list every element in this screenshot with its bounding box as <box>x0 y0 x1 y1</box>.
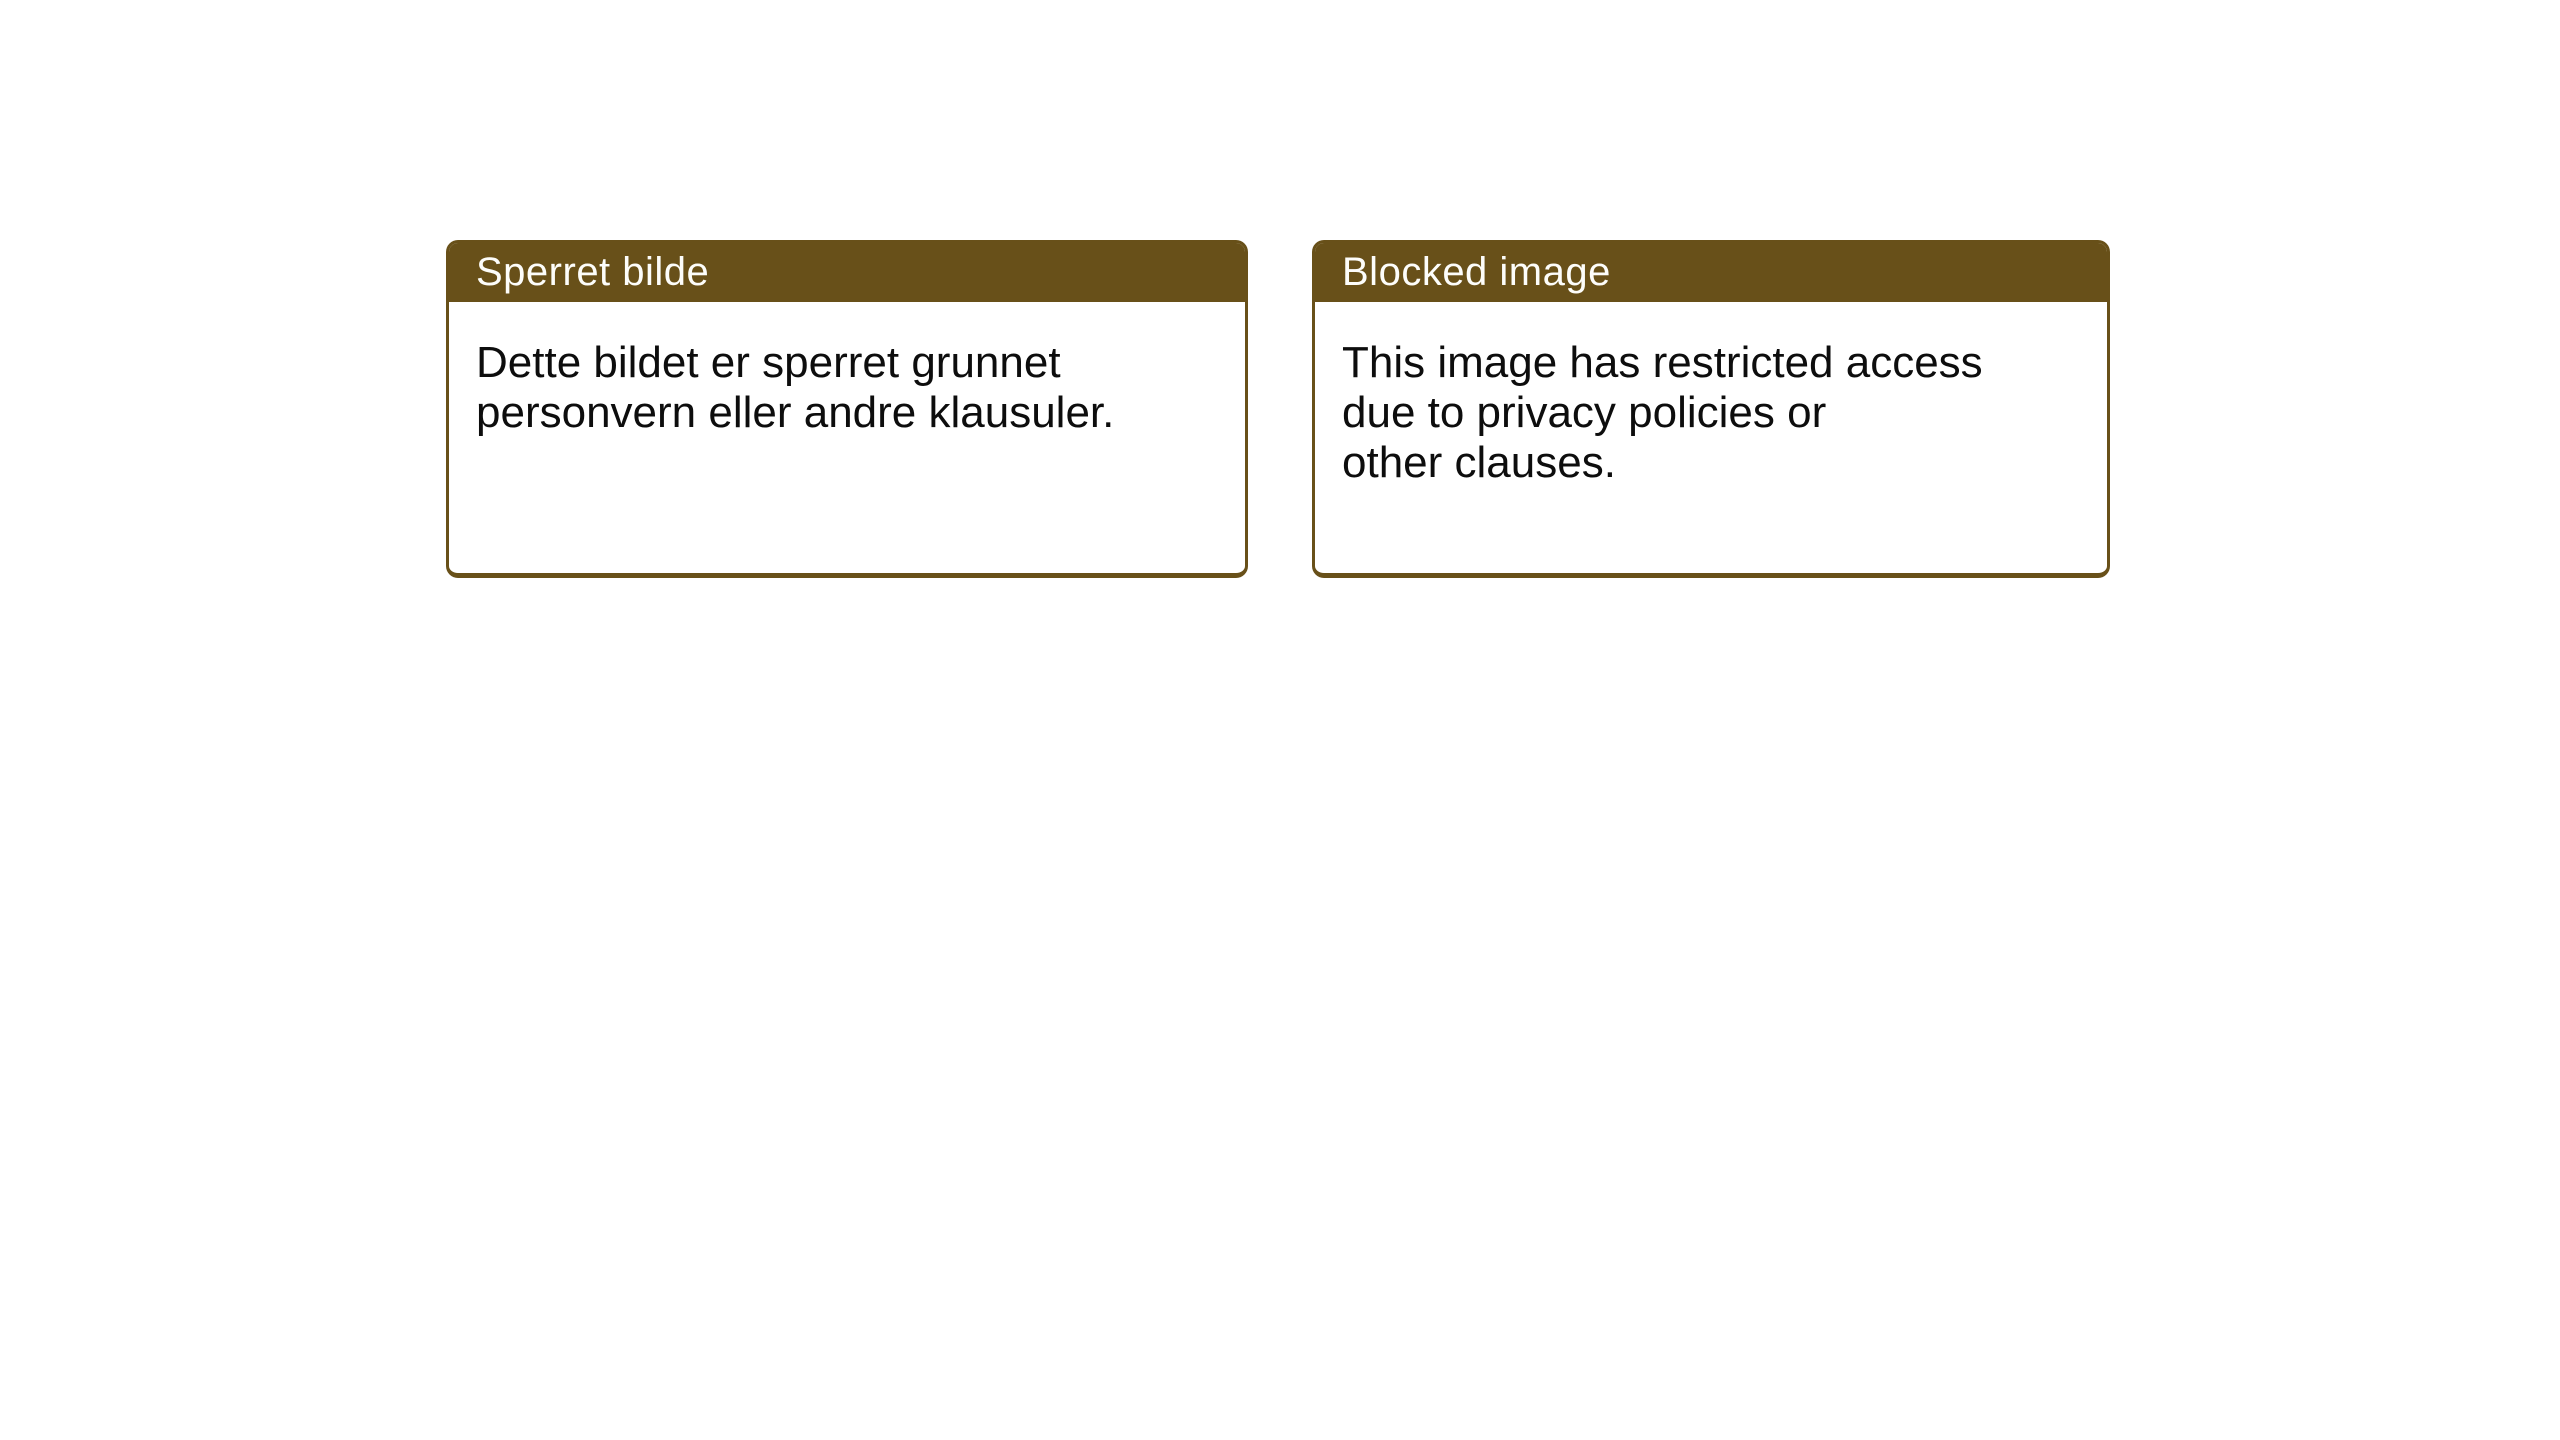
card-title-english: Blocked image <box>1342 250 1611 294</box>
card-body-norwegian <box>449 302 1245 438</box>
notice-text-line: This image has restricted access <box>1342 338 1983 387</box>
card-header-english <box>1315 243 2107 302</box>
notice-text-line: other clauses. <box>1342 438 1616 487</box>
blocked-image-card-english <box>1312 240 2110 578</box>
card-title-norwegian: Sperret bilde <box>476 250 710 294</box>
notice-text-line: due to privacy policies or <box>1342 388 1827 437</box>
card-body-english <box>1315 302 2107 488</box>
blocked-image-card-norwegian <box>446 240 1248 578</box>
card-header-norwegian <box>449 243 1245 302</box>
notice-text-line: Dette bildet er sperret grunnet <box>476 338 1061 387</box>
notice-text-line: personvern eller andre klausuler. <box>476 388 1115 437</box>
